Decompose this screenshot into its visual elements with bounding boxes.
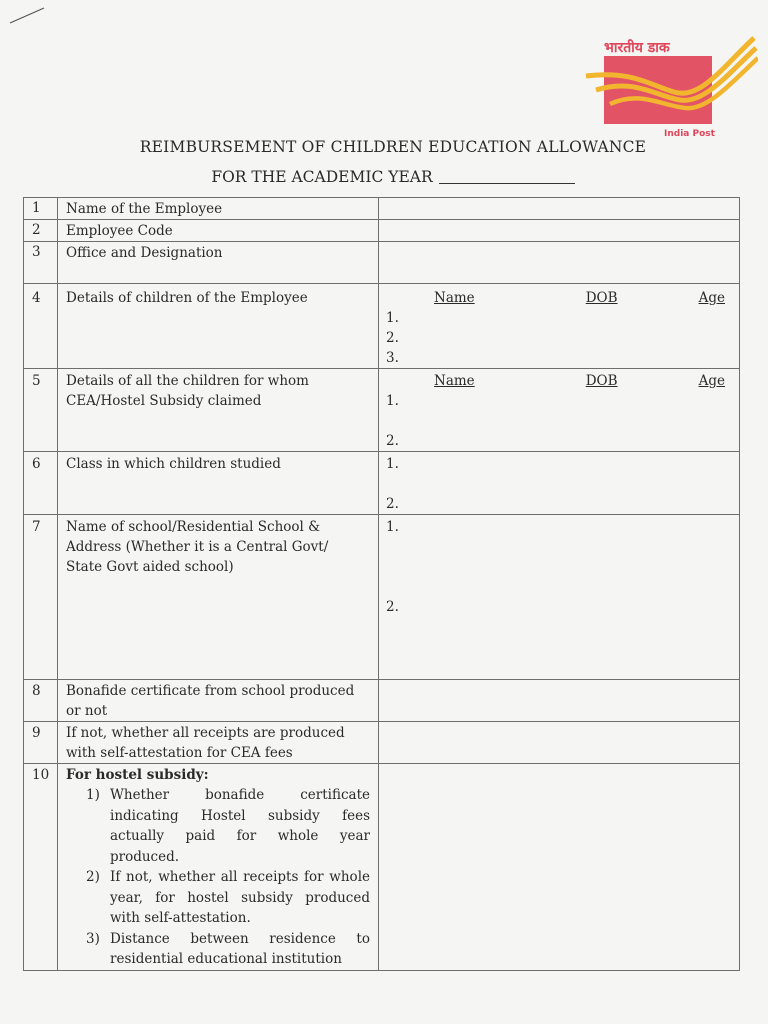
logo-hindi-text: भारतीय डाक <box>604 40 670 56</box>
entry-spacer <box>386 557 733 577</box>
row-label: Details of children of the Employee <box>58 284 379 369</box>
hostel-subsidy-field[interactable] <box>379 764 740 971</box>
entry-index: 3. <box>386 350 399 366</box>
form-row-2 <box>24 220 740 242</box>
label-line: If not, whether all receipts are produced <box>66 725 345 741</box>
receipts-field[interactable] <box>379 722 740 764</box>
row-number: 10 <box>24 764 58 971</box>
label-line: CEA/Hostel Subsidy claimed <box>66 393 262 409</box>
row-label <box>58 722 379 764</box>
row-number: 9 <box>24 722 58 764</box>
entry-index: 2. <box>386 433 399 449</box>
item-marker: 1) <box>86 787 100 803</box>
entry-index: 1. <box>386 393 399 409</box>
row-number: 1 <box>24 198 58 220</box>
column-age-header: Age <box>698 290 725 306</box>
entry-index: 2. <box>386 330 399 346</box>
form-row-8 <box>24 680 740 722</box>
column-dob-header: DOB <box>585 290 618 306</box>
entry-spacer <box>386 411 733 431</box>
form-row-3 <box>24 242 740 284</box>
children-columns-header <box>386 288 733 308</box>
label-line: Bonafide certificate from school produced <box>66 683 355 699</box>
hostel-item <box>86 867 370 929</box>
label-line: Name of school/Residential School & <box>66 519 321 535</box>
row-number: 2 <box>24 220 58 242</box>
employee-code-field[interactable] <box>379 220 740 242</box>
label-line: or not <box>66 703 108 719</box>
entry-index: 1. <box>386 519 399 535</box>
form-row-7 <box>24 515 740 680</box>
academic-year-blank[interactable] <box>439 183 575 184</box>
office-designation-field[interactable] <box>379 242 740 284</box>
form-title: REIMBURSEMENT OF CHILDREN EDUCATION ALLOWANCE <box>139 138 647 156</box>
entry-index: 2. <box>386 599 399 615</box>
row-label: Name of the Employee <box>58 198 379 220</box>
item-marker: 2) <box>86 869 100 885</box>
hostel-item <box>86 929 370 970</box>
class-studied-field[interactable] <box>379 452 740 515</box>
column-name-header: Name <box>434 373 475 389</box>
row-label: Office and Designation <box>58 242 379 284</box>
form-row-1 <box>24 198 740 220</box>
entry-spacer <box>386 577 733 597</box>
label-line: with self-attestation for CEA fees <box>66 745 293 761</box>
column-name-header: Name <box>434 290 475 306</box>
row-label: Employee Code <box>58 220 379 242</box>
hostel-item <box>86 785 370 867</box>
form-row-4 <box>24 284 740 369</box>
label-line: Address (Whether it is a Central Govt/ <box>66 539 329 555</box>
row-label: Class in which children studied <box>58 452 379 515</box>
form-subtitle <box>0 168 768 186</box>
claimed-children-field[interactable] <box>379 369 740 452</box>
row-number: 4 <box>24 284 58 369</box>
row-number: 3 <box>24 242 58 284</box>
hostel-subsidy-heading: For hostel subsidy: <box>66 767 209 783</box>
form-row-10 <box>24 764 740 971</box>
label-line: Details of all the children for whom <box>66 373 309 389</box>
claimed-columns-header <box>386 371 733 391</box>
hostel-subsidy-list <box>66 785 370 970</box>
entry-index: 2. <box>386 496 399 512</box>
column-dob-header: DOB <box>585 373 618 389</box>
row-number: 6 <box>24 452 58 515</box>
employee-name-field[interactable] <box>379 198 740 220</box>
form-row-9 <box>24 722 740 764</box>
form-row-6 <box>24 452 740 515</box>
label-line: State Govt aided school) <box>66 559 234 575</box>
row-label <box>58 764 379 971</box>
entry-index: 1. <box>386 456 399 472</box>
row-label <box>58 680 379 722</box>
entry-spacer <box>386 474 733 494</box>
form-row-5 <box>24 369 740 452</box>
allowance-form-table <box>23 197 740 971</box>
row-number: 7 <box>24 515 58 680</box>
india-post-logo <box>582 34 758 144</box>
item-text: Whether bonafide certificate indicating Hostel subsidy fees actually paid for whole year produced. <box>110 787 370 865</box>
academic-year-label: FOR THE ACADEMIC YEAR <box>211 168 433 186</box>
item-text: Distance between residence to residential educational institution <box>110 930 370 967</box>
bonafide-certificate-field[interactable] <box>379 680 740 722</box>
row-number: 5 <box>24 369 58 452</box>
row-number: 8 <box>24 680 58 722</box>
pen-mark <box>8 4 48 26</box>
school-address-field[interactable] <box>379 515 740 680</box>
column-age-header: Age <box>698 373 725 389</box>
row-label <box>58 369 379 452</box>
item-text: If not, whether all receipts for whole year, for hostel subsidy produced with self-attestation. <box>110 869 370 926</box>
logo-english-text: India Post <box>664 129 715 139</box>
row-label <box>58 515 379 680</box>
item-marker: 3) <box>86 930 100 947</box>
entry-spacer <box>386 537 733 557</box>
children-details-field[interactable] <box>379 284 740 369</box>
entry-index: 1. <box>386 310 399 326</box>
